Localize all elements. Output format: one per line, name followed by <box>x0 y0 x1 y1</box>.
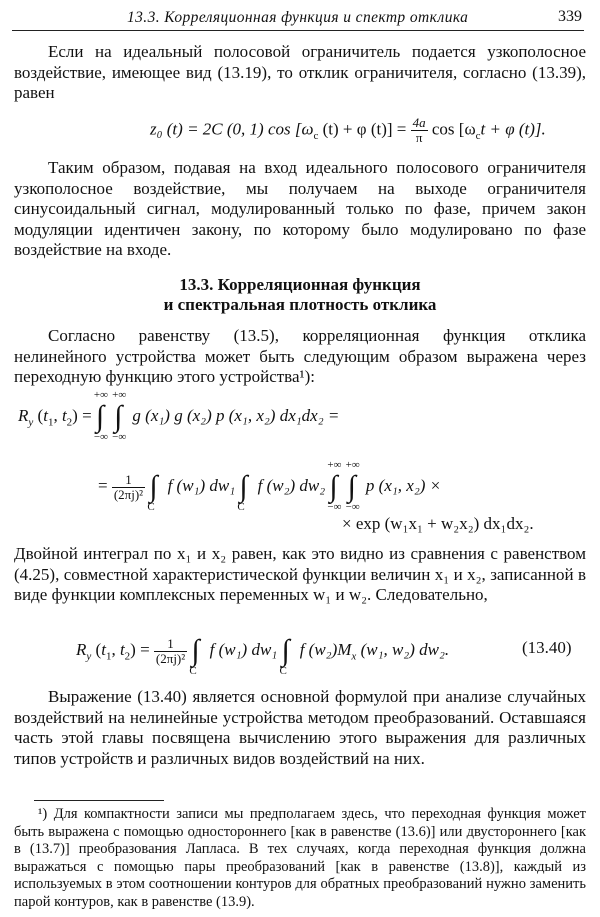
equation-r-line3: × exp (w₁x₁ + w₂x₂) dx₁dx₂. <box>342 514 534 533</box>
eq-1340-fraction: $\frac{1}{\text{(2πj)²}}$ <box>155 635 186 666</box>
paragraph-main-formula: Выражение (13.40) является основной формулой при анализе случайных воздействий на нелинейные устройства методом преобразований. Оставшаяся часть этой главы посвящена вычислению этого выражения для различных типов устройств и различных видов воздействий на них. <box>14 687 586 768</box>
eq-z0-left: z₀ (t) = 2C (0, 1) cos [ω <box>150 119 314 139</box>
integral-sign: ∫ +∞ −∞ <box>112 389 127 443</box>
eq-r1-body: g (x₁) g (x₂) p (x₁, x₂) dx₁dx₂ = <box>132 405 340 425</box>
equation-r-line2: = $\frac{1}{\text{(2πj)²}}$ ∫ C f (w₁) dw₁ ∫ C f (w₂) dw₂ ∫ +∞ −∞ ∫ +∞ −∞ p (x₁, x₂) × <box>98 459 442 513</box>
integral-sign: ∫ +∞ −∞ <box>327 459 342 513</box>
running-title: 13.3. Корреляционная функция и спектр отклика <box>127 9 469 26</box>
section-title-line1: 13.3. Корреляционная функция <box>179 275 421 294</box>
equation-r-line1: $R_y$ ($t_1$, $t_2$) = ∫ +∞ −∞ ∫ +∞ −∞ g (x₁) g (x₂) p (x₁, x₂) dx₁dx₂ = <box>18 389 340 443</box>
contour-integral-sign: ∫ C <box>237 470 248 513</box>
eq-z0-after: (t) + φ (t)] = <box>318 119 407 139</box>
paragraph-conclusion: Таким образом, подавая на вход идеального полосового ограничителя узкополосное воздействие, мы получаем на выходе ограничителя синусоидальный сигнал, модулированный только по фазе, причем закон модуляции идентичен закону, по которому было модулировано по фазе воздействие на входе. <box>14 158 586 259</box>
contour-integral-sign: ∫ C <box>147 470 158 513</box>
paragraph-correlation: Согласно равенству (13.5), корреляционная функция отклика нелинейного устройства может быть следующим образом выражена через переходную функцию этого устройства¹): <box>14 326 586 386</box>
contour-integral-sign: ∫ C <box>189 634 200 677</box>
equation-z0: z₀ (t) = 2C (0, 1) $\cos [\omega_c$ (t) + φ (t)] = $\frac{4a}{\pi}$ $\cos [\omega_ct + \varphi$ (t)]. <box>150 115 546 145</box>
integral-sign: ∫ +∞ −∞ <box>345 459 360 513</box>
paragraph-intro: Если на идеальный полосовой ограничитель подается узкополосное воздействие, имеющее вид (13.19), то отклик ограничителя, согласно (13.39), равен <box>14 42 586 102</box>
contour-integral-sign: ∫ C <box>279 634 290 677</box>
page-number: 339 <box>558 8 582 25</box>
paragraph-double-integral: Двойной интеграл по x₁ и x₂ равен, как это видно из сравнения с равенством (4.25), совместной характеристической функции величин x₁ и x₂, записанной в виде функции комплексных переменных w₁ и w₂. Следовательно, <box>14 544 586 604</box>
equation-13-40: $R_y$ ($t_1$, $t_2$) = $\frac{1}{\text{(2πj)²}}$ ∫ C f (w₁) dw₁ ∫ C f $(w_2)M_x$ (w₁, w₂) dw₂. <box>76 634 450 677</box>
footnote: ¹) Для компактности записи мы предполагаем здесь, что переходная функция может быть выражена с помощью одностороннего [как в равенстве (13.6)] или двустороннего [как в (13.7)] преобразования Лапласа. В тех случаях, когда переходная функция должна выражаться с помощью пары преобразований [как в равенстве (13.8)], каждый из используемых в этом соотношении контуров для обратных преобразований нужно заменить парой контуров, как в равенстве (13.9). <box>14 806 586 910</box>
eq-z0-fraction: $\frac{4a}{\pi}$ <box>412 115 426 145</box>
eq-z0-right: cos [ω <box>431 119 476 139</box>
integral-sign: ∫ +∞ −∞ <box>93 389 108 443</box>
page-header <box>12 8 584 31</box>
equation-number: (13.40) <box>522 638 572 657</box>
eq-r2-fraction: $\frac{1}{\text{(2πj)²}}$ <box>113 471 144 502</box>
eq-z0-sub: c <box>313 129 319 142</box>
footnote-divider <box>34 800 164 801</box>
eq-r-symbol: R <box>18 405 29 425</box>
section-title-line2: и спектральная плотность отклика <box>163 295 437 314</box>
